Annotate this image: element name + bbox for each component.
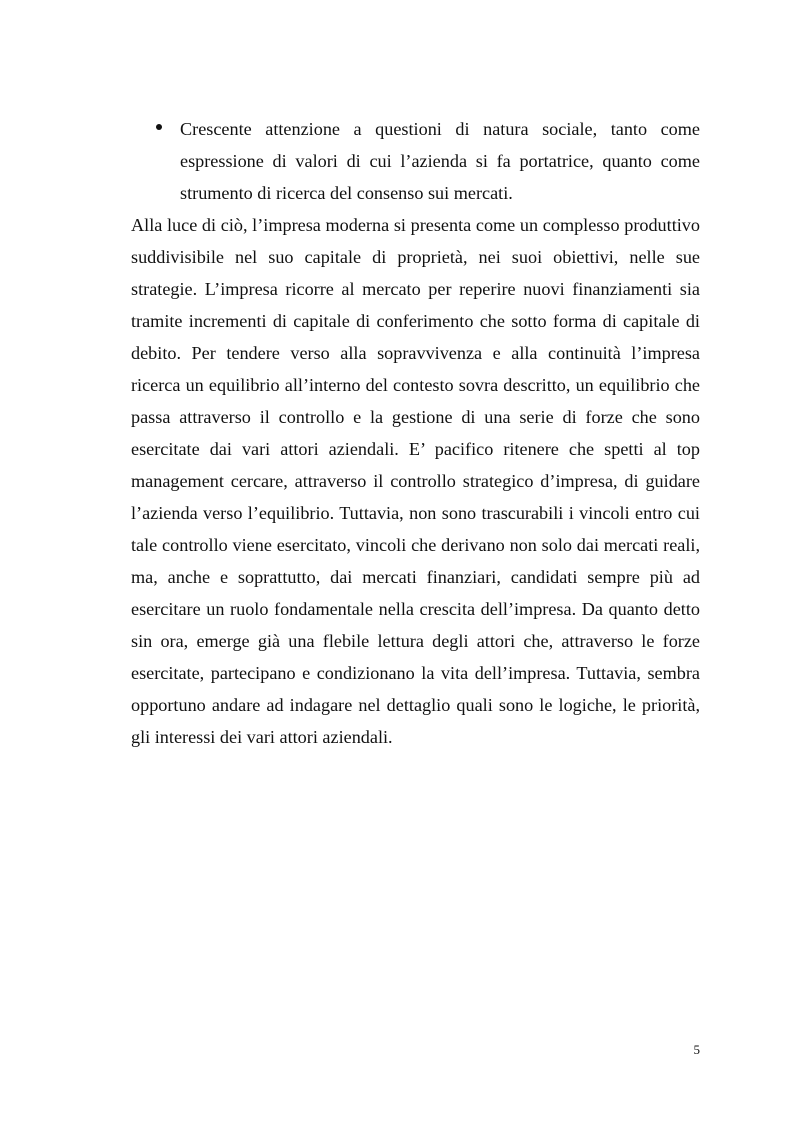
page-number: 5 — [693, 1042, 700, 1057]
bullet-list-item — [156, 113, 700, 209]
bullet-point-icon — [156, 124, 162, 130]
bullet-text: Crescente attenzione a questioni di natura sociale, tanto come espressione di valori di cui l’azienda si fa portatrice, quanto come strumento di ricerca del consenso sui mercati. — [180, 119, 700, 203]
body-paragraph: Alla luce di ciò, l’impresa moderna si presenta come un complesso produttivo suddivisibile nel suo capitale di proprietà, nei suoi obiettivi, nelle sue strategie. L’impresa ricorre al mercato per reperire nuovi finanziamenti sia tramite incrementi di capitale di conferimento che sotto forma di capitale di debito. Per tendere verso alla sopravvivenza e alla continuità l’impresa ricerca un equilibrio all’interno del contesto sovra descritto, un equilibrio che passa attraverso il controllo e la gestione di una serie di forze che sono esercitate dai vari attori aziendali. E’ pacifico ritenere che spetti al top management cercare, attraverso il controllo strategico d’impresa, di guidare l’azienda verso l’equilibrio. Tuttavia, non sono trascurabili i vincoli entro cui tale controllo viene esercitato, vincoli che derivano non solo dai mercati reali, ma, anche e soprattutto, dai mercati finanziari, candidati sempre più ad esercitare un ruolo fondamentale nella crescita dell’impresa. Da quanto detto sin ora, emerge già una flebile lettura degli attori che, attraverso le forze esercitate, partecipano e condizionano la vita dell’impresa. Tuttavia, sembra opportuno andare ad indagare nel dettaglio quali sono le logiche, le priorità, gli interessi dei vari attori aziendali. — [131, 215, 700, 747]
